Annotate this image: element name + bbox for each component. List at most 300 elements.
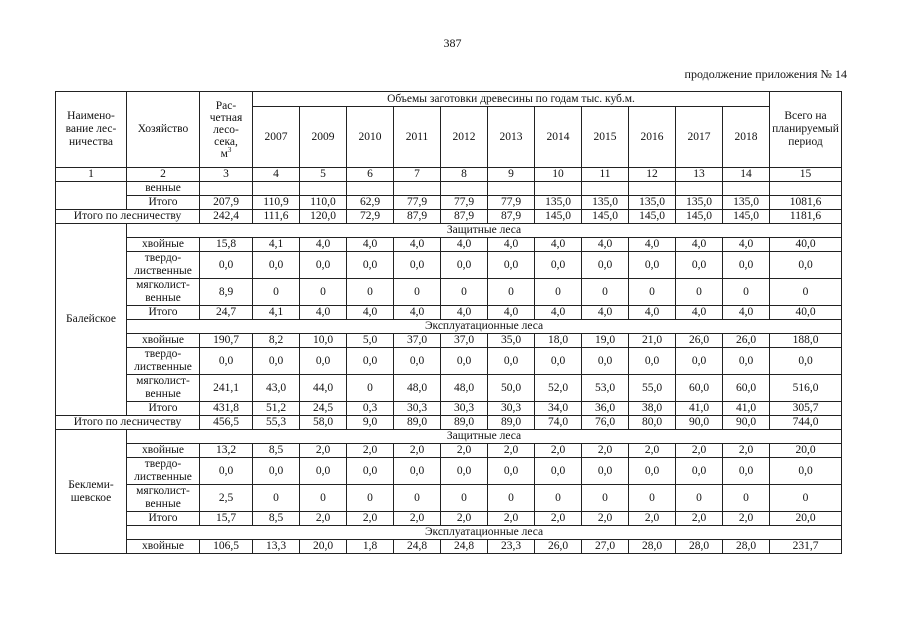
value-cell: 4,1 bbox=[253, 306, 300, 320]
year-header: 2016 bbox=[629, 107, 676, 168]
value-cell: 20,0 bbox=[770, 512, 842, 526]
value-cell: 0,0 bbox=[770, 348, 842, 375]
year-header: 2014 bbox=[535, 107, 582, 168]
value-cell: 30,3 bbox=[394, 402, 441, 416]
forestry-total-row bbox=[56, 210, 842, 224]
value-cell: 89,0 bbox=[441, 416, 488, 430]
table-row bbox=[56, 485, 842, 512]
section-row bbox=[56, 224, 842, 238]
value-cell: 135,0 bbox=[723, 196, 770, 210]
value-cell: 4,0 bbox=[488, 306, 535, 320]
value-cell: 40,0 bbox=[770, 238, 842, 252]
value-cell: 36,0 bbox=[582, 402, 629, 416]
value-cell: 0,0 bbox=[347, 348, 394, 375]
value-cell: 0,0 bbox=[723, 458, 770, 485]
value-cell: 27,0 bbox=[582, 540, 629, 554]
value-cell: 0,0 bbox=[347, 458, 394, 485]
value-cell: 145,0 bbox=[723, 210, 770, 224]
section-row bbox=[56, 526, 842, 540]
value-cell: 76,0 bbox=[582, 416, 629, 430]
value-cell: 0,0 bbox=[676, 348, 723, 375]
value-cell: 13,2 bbox=[200, 444, 253, 458]
value-cell: 28,0 bbox=[676, 540, 723, 554]
value-cell: 2,0 bbox=[676, 444, 723, 458]
value-cell: 0 bbox=[629, 279, 676, 306]
value-cell: 77,9 bbox=[441, 196, 488, 210]
value-cell bbox=[441, 182, 488, 196]
forestry-total-label: Итого по лесничеству bbox=[56, 416, 200, 430]
section-title: Защитные леса bbox=[127, 430, 842, 444]
value-cell: 207,9 bbox=[200, 196, 253, 210]
section-row bbox=[56, 430, 842, 444]
value-cell: 4,0 bbox=[347, 306, 394, 320]
value-cell: 24,8 bbox=[394, 540, 441, 554]
value-cell: 0 bbox=[441, 279, 488, 306]
value-cell: 50,0 bbox=[488, 375, 535, 402]
value-cell: 26,0 bbox=[723, 334, 770, 348]
value-cell: 2,0 bbox=[629, 512, 676, 526]
value-cell: 0,0 bbox=[300, 348, 347, 375]
value-cell: 0,0 bbox=[441, 252, 488, 279]
value-cell: 52,0 bbox=[535, 375, 582, 402]
table-row bbox=[56, 444, 842, 458]
header-name: Наимено- вание лес- ничества bbox=[56, 92, 127, 168]
value-cell: 35,0 bbox=[488, 334, 535, 348]
value-cell: 0,0 bbox=[770, 458, 842, 485]
value-cell: 4,0 bbox=[394, 238, 441, 252]
value-cell: 21,0 bbox=[629, 334, 676, 348]
column-number: 5 bbox=[300, 168, 347, 182]
category-cell: твердо- лиственные bbox=[127, 458, 200, 485]
value-cell: 145,0 bbox=[629, 210, 676, 224]
value-cell: 4,0 bbox=[723, 306, 770, 320]
value-cell: 20,0 bbox=[300, 540, 347, 554]
column-number: 7 bbox=[394, 168, 441, 182]
value-cell: 0 bbox=[394, 279, 441, 306]
value-cell: 0 bbox=[488, 485, 535, 512]
category-cell: Итого bbox=[127, 402, 200, 416]
value-cell: 0 bbox=[300, 279, 347, 306]
value-cell: 53,0 bbox=[582, 375, 629, 402]
value-cell: 145,0 bbox=[676, 210, 723, 224]
value-cell: 89,0 bbox=[394, 416, 441, 430]
value-cell: 0,0 bbox=[394, 458, 441, 485]
value-cell: 2,0 bbox=[394, 512, 441, 526]
section-row bbox=[56, 320, 842, 334]
column-number: 2 bbox=[127, 168, 200, 182]
value-cell: 13,3 bbox=[253, 540, 300, 554]
value-cell: 0,0 bbox=[676, 252, 723, 279]
value-cell: 1081,6 bbox=[770, 196, 842, 210]
value-cell: 1181,6 bbox=[770, 210, 842, 224]
value-cell: 30,3 bbox=[441, 402, 488, 416]
year-header: 2007 bbox=[253, 107, 300, 168]
value-cell: 41,0 bbox=[676, 402, 723, 416]
value-cell: 80,0 bbox=[629, 416, 676, 430]
value-cell: 0 bbox=[253, 485, 300, 512]
value-cell: 38,0 bbox=[629, 402, 676, 416]
forestry-total-row bbox=[56, 416, 842, 430]
value-cell: 2,0 bbox=[441, 512, 488, 526]
value-cell: 110,0 bbox=[300, 196, 347, 210]
header-cutting: Рас- четная лесо- сека, $м^3$ bbox=[200, 92, 253, 168]
year-header: 2015 bbox=[582, 107, 629, 168]
value-cell: 0 bbox=[535, 279, 582, 306]
value-cell: 0 bbox=[441, 485, 488, 512]
column-number: 10 bbox=[535, 168, 582, 182]
value-cell: 4,0 bbox=[723, 238, 770, 252]
value-cell: 19,0 bbox=[582, 334, 629, 348]
value-cell: 4,0 bbox=[676, 306, 723, 320]
value-cell: 0 bbox=[770, 279, 842, 306]
column-number: 4 bbox=[253, 168, 300, 182]
value-cell bbox=[770, 182, 842, 196]
value-cell: 37,0 bbox=[394, 334, 441, 348]
value-cell: 744,0 bbox=[770, 416, 842, 430]
value-cell: 20,0 bbox=[770, 444, 842, 458]
value-cell: 0 bbox=[676, 279, 723, 306]
value-cell bbox=[394, 182, 441, 196]
page-number: 387 bbox=[443, 36, 462, 50]
section-title: Защитные леса bbox=[127, 224, 842, 238]
value-cell: 242,4 bbox=[200, 210, 253, 224]
year-header: 2009 bbox=[300, 107, 347, 168]
value-cell: 305,7 bbox=[770, 402, 842, 416]
value-cell: 4,0 bbox=[441, 306, 488, 320]
value-cell: 9,0 bbox=[347, 416, 394, 430]
value-cell: 58,0 bbox=[300, 416, 347, 430]
value-cell: 48,0 bbox=[441, 375, 488, 402]
column-number: 15 bbox=[770, 168, 842, 182]
value-cell: 0,0 bbox=[629, 458, 676, 485]
value-cell bbox=[723, 182, 770, 196]
value-cell: 60,0 bbox=[723, 375, 770, 402]
value-cell: 87,9 bbox=[488, 210, 535, 224]
value-cell: 30,3 bbox=[488, 402, 535, 416]
value-cell: 74,0 bbox=[535, 416, 582, 430]
value-cell: 0,0 bbox=[394, 252, 441, 279]
value-cell: 28,0 bbox=[629, 540, 676, 554]
value-cell: 231,7 bbox=[770, 540, 842, 554]
value-cell: 2,0 bbox=[676, 512, 723, 526]
value-cell bbox=[347, 182, 394, 196]
value-cell: 4,0 bbox=[629, 238, 676, 252]
value-cell: 4,0 bbox=[582, 306, 629, 320]
category-cell: хвойные bbox=[127, 238, 200, 252]
category-cell: Итого bbox=[127, 306, 200, 320]
value-cell: 0 bbox=[488, 279, 535, 306]
value-cell: 2,0 bbox=[488, 512, 535, 526]
value-cell: 4,0 bbox=[535, 238, 582, 252]
table-row bbox=[56, 402, 842, 416]
column-number: 12 bbox=[629, 168, 676, 182]
value-cell: 60,0 bbox=[676, 375, 723, 402]
table-row bbox=[56, 196, 842, 210]
value-cell: 24,5 bbox=[300, 402, 347, 416]
value-cell: 0,0 bbox=[253, 252, 300, 279]
value-cell: 43,0 bbox=[253, 375, 300, 402]
value-cell: 0,0 bbox=[582, 458, 629, 485]
year-header: 2012 bbox=[441, 107, 488, 168]
value-cell: 8,5 bbox=[253, 512, 300, 526]
value-cell: 18,0 bbox=[535, 334, 582, 348]
value-cell bbox=[300, 182, 347, 196]
value-cell: 44,0 bbox=[300, 375, 347, 402]
value-cell: 0,0 bbox=[629, 252, 676, 279]
value-cell: 0,0 bbox=[488, 348, 535, 375]
value-cell: 4,0 bbox=[629, 306, 676, 320]
table-row bbox=[56, 348, 842, 375]
value-cell: 0 bbox=[347, 375, 394, 402]
column-number: 1 bbox=[56, 168, 127, 182]
category-cell: твердо- лиственные bbox=[127, 252, 200, 279]
value-cell: 26,0 bbox=[676, 334, 723, 348]
value-cell: 135,0 bbox=[629, 196, 676, 210]
harvest-table bbox=[55, 91, 842, 554]
value-cell: 4,0 bbox=[535, 306, 582, 320]
value-cell: 2,0 bbox=[347, 512, 394, 526]
value-cell: 1,8 bbox=[347, 540, 394, 554]
value-cell: 431,8 bbox=[200, 402, 253, 416]
section-title: Эксплуатационные леса bbox=[127, 320, 842, 334]
value-cell: 90,0 bbox=[676, 416, 723, 430]
value-cell: 0,0 bbox=[300, 458, 347, 485]
value-cell: 77,9 bbox=[488, 196, 535, 210]
category-cell: Итого bbox=[127, 512, 200, 526]
year-header: 2017 bbox=[676, 107, 723, 168]
value-cell: 0 bbox=[253, 279, 300, 306]
table-row bbox=[56, 334, 842, 348]
value-cell: 0 bbox=[582, 279, 629, 306]
value-cell: 0,0 bbox=[253, 458, 300, 485]
category-cell: хвойные bbox=[127, 334, 200, 348]
table-row bbox=[56, 512, 842, 526]
value-cell: 26,0 bbox=[535, 540, 582, 554]
column-number: 6 bbox=[347, 168, 394, 182]
value-cell: 40,0 bbox=[770, 306, 842, 320]
value-cell: 0,0 bbox=[535, 252, 582, 279]
value-cell: 110,9 bbox=[253, 196, 300, 210]
value-cell: 0,0 bbox=[770, 252, 842, 279]
value-cell: 0,0 bbox=[582, 252, 629, 279]
value-cell: 0,0 bbox=[723, 252, 770, 279]
table-row bbox=[56, 540, 842, 554]
value-cell: 55,3 bbox=[253, 416, 300, 430]
value-cell: 4,1 bbox=[253, 238, 300, 252]
value-cell: 0,0 bbox=[676, 458, 723, 485]
value-cell: 51,2 bbox=[253, 402, 300, 416]
value-cell: 106,5 bbox=[200, 540, 253, 554]
forestry-name-cell: Беклеми- шевское bbox=[56, 430, 127, 554]
value-cell bbox=[253, 182, 300, 196]
value-cell: 0,0 bbox=[253, 348, 300, 375]
value-cell: 87,9 bbox=[441, 210, 488, 224]
value-cell: 2,0 bbox=[582, 512, 629, 526]
column-number: 14 bbox=[723, 168, 770, 182]
year-header: 2018 bbox=[723, 107, 770, 168]
value-cell: 2,0 bbox=[535, 444, 582, 458]
value-cell: 2,0 bbox=[535, 512, 582, 526]
header-total: Всего на планируемый период bbox=[770, 92, 842, 168]
category-cell: мягколист- венные bbox=[127, 279, 200, 306]
value-cell: 145,0 bbox=[535, 210, 582, 224]
table-row bbox=[56, 238, 842, 252]
value-cell bbox=[676, 182, 723, 196]
value-cell: 0 bbox=[770, 485, 842, 512]
value-cell: 72,9 bbox=[347, 210, 394, 224]
table-row bbox=[56, 279, 842, 306]
value-cell: 23,3 bbox=[488, 540, 535, 554]
value-cell: 0 bbox=[347, 279, 394, 306]
column-number: 9 bbox=[488, 168, 535, 182]
value-cell: 135,0 bbox=[535, 196, 582, 210]
value-cell: 135,0 bbox=[582, 196, 629, 210]
column-number: 8 bbox=[441, 168, 488, 182]
table-row bbox=[56, 252, 842, 279]
section-title: Эксплуатационные леса bbox=[127, 526, 842, 540]
value-cell: 4,0 bbox=[347, 238, 394, 252]
value-cell: 15,7 bbox=[200, 512, 253, 526]
value-cell: 2,0 bbox=[582, 444, 629, 458]
value-cell: 188,0 bbox=[770, 334, 842, 348]
value-cell: 2,5 bbox=[200, 485, 253, 512]
value-cell: 8,9 bbox=[200, 279, 253, 306]
value-cell: 0 bbox=[723, 485, 770, 512]
value-cell: 2,0 bbox=[300, 444, 347, 458]
value-cell: 2,0 bbox=[723, 512, 770, 526]
value-cell: 111,6 bbox=[253, 210, 300, 224]
value-cell: 190,7 bbox=[200, 334, 253, 348]
header-volumes: Объемы заготовки древесины по годам тыс. куб.м. bbox=[253, 92, 770, 107]
value-cell: 77,9 bbox=[394, 196, 441, 210]
value-cell: 2,0 bbox=[347, 444, 394, 458]
value-cell: 55,0 bbox=[629, 375, 676, 402]
value-cell: 8,5 bbox=[253, 444, 300, 458]
value-cell: 89,0 bbox=[488, 416, 535, 430]
value-cell: 0 bbox=[723, 279, 770, 306]
value-cell: 2,0 bbox=[629, 444, 676, 458]
column-number: 3 bbox=[200, 168, 253, 182]
forestry-name-cell bbox=[56, 182, 127, 210]
value-cell: 4,0 bbox=[582, 238, 629, 252]
value-cell bbox=[535, 182, 582, 196]
table-row bbox=[56, 458, 842, 485]
value-cell: 2,0 bbox=[723, 444, 770, 458]
value-cell: 48,0 bbox=[394, 375, 441, 402]
year-header: 2011 bbox=[394, 107, 441, 168]
value-cell: 0,0 bbox=[535, 458, 582, 485]
value-cell: 0 bbox=[582, 485, 629, 512]
value-cell: 0,0 bbox=[488, 252, 535, 279]
value-cell: 0,0 bbox=[200, 348, 253, 375]
value-cell: 28,0 bbox=[723, 540, 770, 554]
value-cell: 120,0 bbox=[300, 210, 347, 224]
column-number: 13 bbox=[676, 168, 723, 182]
continuation-note: продолжение приложения № 14 bbox=[684, 67, 847, 81]
value-cell: 516,0 bbox=[770, 375, 842, 402]
value-cell: 456,5 bbox=[200, 416, 253, 430]
value-cell: 241,1 bbox=[200, 375, 253, 402]
value-cell: 0,0 bbox=[441, 348, 488, 375]
year-header: 2010 bbox=[347, 107, 394, 168]
table-row bbox=[56, 182, 842, 196]
value-cell: 0 bbox=[347, 485, 394, 512]
value-cell: 135,0 bbox=[676, 196, 723, 210]
value-cell: 0 bbox=[676, 485, 723, 512]
table-row bbox=[56, 375, 842, 402]
value-cell: 24,8 bbox=[441, 540, 488, 554]
header-farm: Хозяйство bbox=[127, 92, 200, 168]
value-cell bbox=[488, 182, 535, 196]
value-cell: 0,0 bbox=[723, 348, 770, 375]
value-cell: 4,0 bbox=[300, 306, 347, 320]
category-cell: хвойные bbox=[127, 444, 200, 458]
column-number: 11 bbox=[582, 168, 629, 182]
table-row bbox=[56, 306, 842, 320]
forestry-name-cell: Балейское bbox=[56, 224, 127, 416]
value-cell: 4,0 bbox=[300, 238, 347, 252]
value-cell: 15,8 bbox=[200, 238, 253, 252]
value-cell: 10,0 bbox=[300, 334, 347, 348]
category-cell: твердо- лиственные bbox=[127, 348, 200, 375]
value-cell: 2,0 bbox=[488, 444, 535, 458]
value-cell: 90,0 bbox=[723, 416, 770, 430]
value-cell bbox=[582, 182, 629, 196]
value-cell: 0,0 bbox=[200, 458, 253, 485]
category-cell: хвойные bbox=[127, 540, 200, 554]
category-cell: мягколист- венные bbox=[127, 375, 200, 402]
value-cell: 4,0 bbox=[441, 238, 488, 252]
value-cell: 24,7 bbox=[200, 306, 253, 320]
value-cell: 0,0 bbox=[488, 458, 535, 485]
value-cell: 0,0 bbox=[582, 348, 629, 375]
value-cell: 87,9 bbox=[394, 210, 441, 224]
value-cell: 0,0 bbox=[200, 252, 253, 279]
value-cell: 0 bbox=[394, 485, 441, 512]
value-cell: 2,0 bbox=[300, 512, 347, 526]
value-cell bbox=[200, 182, 253, 196]
value-cell: 62,9 bbox=[347, 196, 394, 210]
forestry-total-label: Итого по лесничеству bbox=[56, 210, 200, 224]
value-cell: 34,0 bbox=[535, 402, 582, 416]
value-cell: 41,0 bbox=[723, 402, 770, 416]
value-cell: 0,3 bbox=[347, 402, 394, 416]
value-cell: 0 bbox=[535, 485, 582, 512]
category-cell: мягколист- венные bbox=[127, 485, 200, 512]
value-cell: 0,0 bbox=[347, 252, 394, 279]
value-cell: 0 bbox=[629, 485, 676, 512]
value-cell: 0 bbox=[300, 485, 347, 512]
value-cell: 2,0 bbox=[394, 444, 441, 458]
value-cell: 4,0 bbox=[676, 238, 723, 252]
value-cell: 4,0 bbox=[488, 238, 535, 252]
value-cell: 0,0 bbox=[300, 252, 347, 279]
value-cell: 8,2 bbox=[253, 334, 300, 348]
value-cell: 0,0 bbox=[629, 348, 676, 375]
value-cell: 4,0 bbox=[394, 306, 441, 320]
value-cell: 2,0 bbox=[441, 444, 488, 458]
category-cell: Итого bbox=[127, 196, 200, 210]
year-header: 2013 bbox=[488, 107, 535, 168]
category-cell: венные bbox=[127, 182, 200, 196]
value-cell bbox=[629, 182, 676, 196]
value-cell: 0,0 bbox=[535, 348, 582, 375]
value-cell: 5,0 bbox=[347, 334, 394, 348]
value-cell: 145,0 bbox=[582, 210, 629, 224]
value-cell: 0,0 bbox=[394, 348, 441, 375]
value-cell: 0,0 bbox=[441, 458, 488, 485]
value-cell: 37,0 bbox=[441, 334, 488, 348]
